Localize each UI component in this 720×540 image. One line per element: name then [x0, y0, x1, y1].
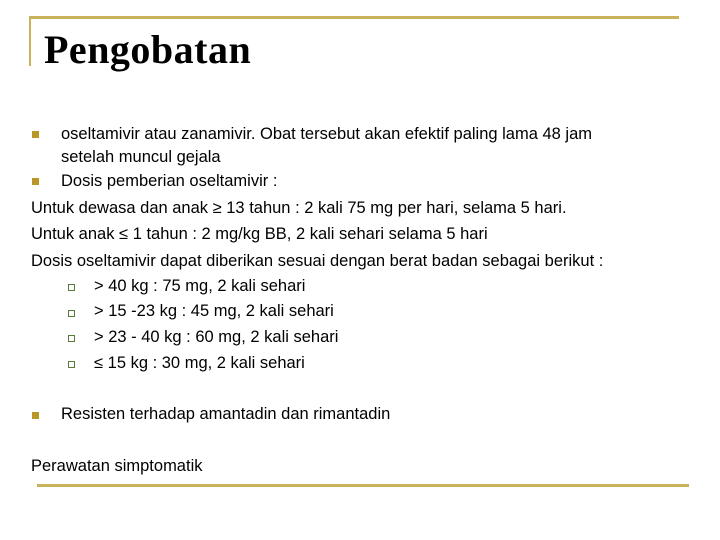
sub-item: > 23 - 40 kg : 60 mg, 2 kali sehari: [94, 328, 339, 346]
bullet-icon: [32, 131, 39, 138]
text-line: Untuk dewasa dan anak ≥ 13 tahun : 2 kali 75 mg per hari, selama 5 hari.: [31, 199, 567, 217]
sub-item: > 15 -23 kg : 45 mg, 2 kali sehari: [94, 302, 334, 320]
bullet-icon: [32, 178, 39, 185]
text-line: Untuk anak ≤ 1 tahun : 2 mg/kg BB, 2 kali sehari selama 5 hari: [31, 225, 488, 243]
bullet-text: Dosis pemberian oseltamivir :: [61, 172, 278, 190]
bottom-rule: [37, 484, 689, 487]
left-rule: [29, 16, 31, 66]
sub-bullet-icon: [68, 361, 75, 368]
sub-bullet-icon: [68, 284, 75, 291]
bullet-text-continued: setelah muncul gejala: [61, 148, 221, 166]
text-line: Dosis oseltamivir dapat diberikan sesuai dengan berat badan sebagai berikut :: [31, 252, 604, 270]
bullet-text: oseltamivir atau zanamivir. Obat tersebut akan efektif paling lama 48 jam: [61, 125, 593, 143]
top-rule: [29, 16, 679, 19]
sub-bullet-icon: [68, 335, 75, 342]
slide-title: Pengobatan: [44, 27, 252, 72]
sub-bullet-icon: [68, 310, 75, 317]
sub-item: > 40 kg : 75 mg, 2 kali sehari: [94, 277, 306, 295]
sub-item: ≤ 15 kg : 30 mg, 2 kali sehari: [94, 354, 305, 372]
bullet-icon: [32, 412, 39, 419]
footer-text: Perawatan simptomatik: [31, 457, 203, 475]
bullet-text: Resisten terhadap amantadin dan rimantadin: [61, 405, 391, 423]
